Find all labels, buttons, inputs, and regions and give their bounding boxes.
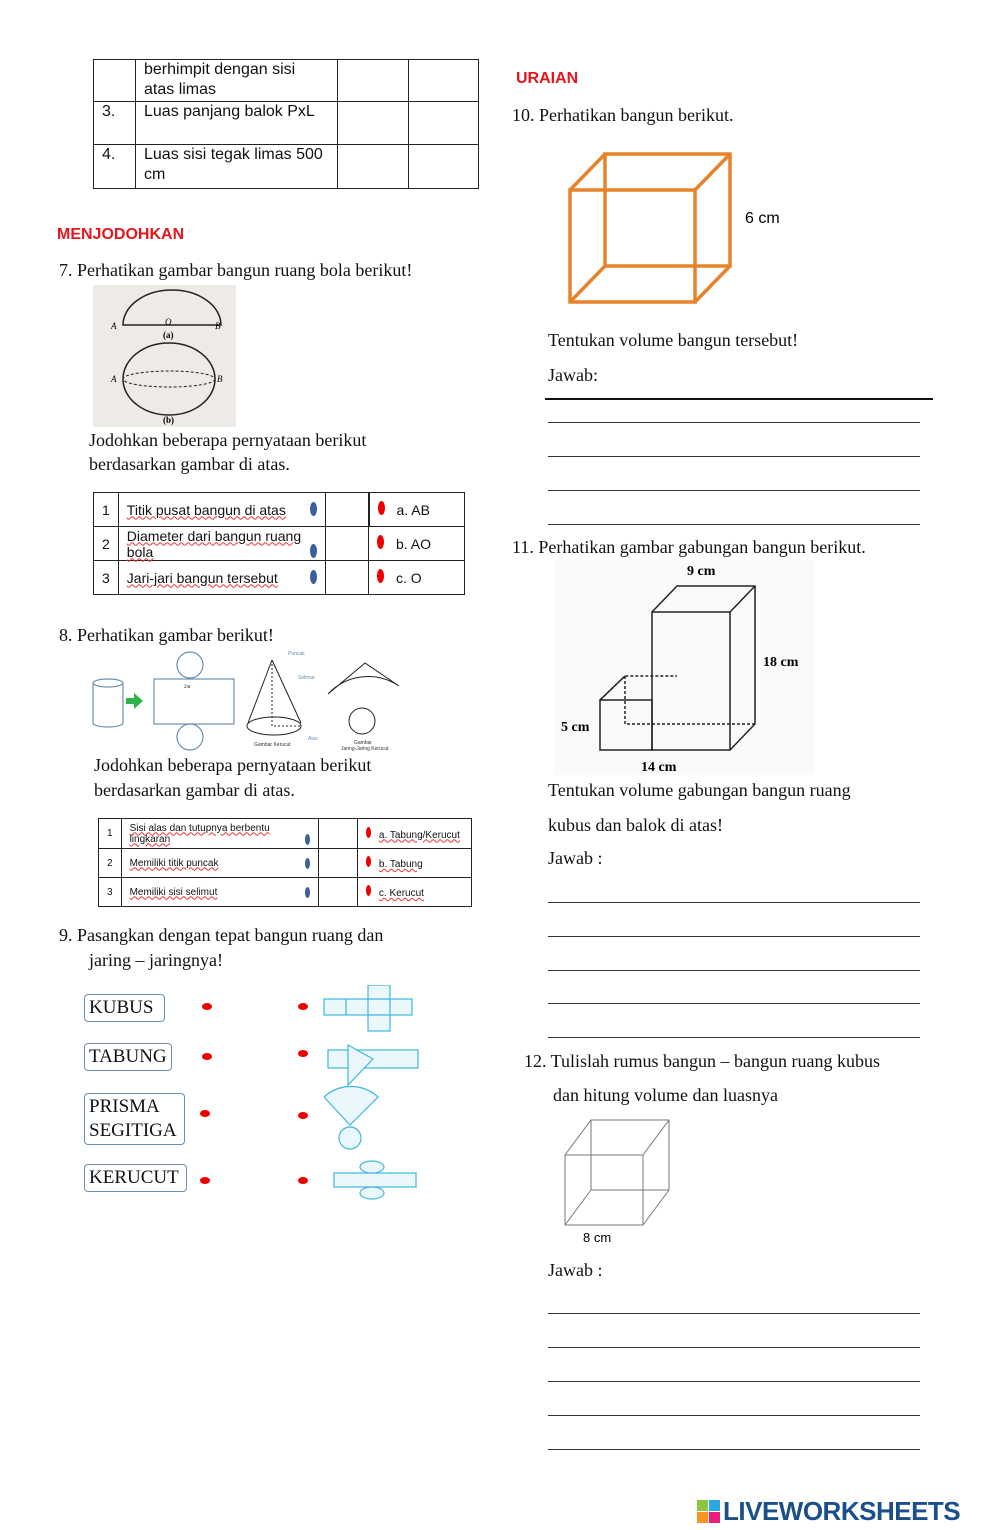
svg-text:18 cm: 18 cm [763,655,799,670]
cell-text: berhimpit dengan sisi atas limas [136,60,338,102]
answer-line[interactable] [548,936,920,937]
svg-text:Gambar: Gambar [354,740,373,746]
cube-8cm-figure [553,1115,678,1250]
cylinder-cone-net-figure [88,648,403,752]
svg-text:5 cm: 5 cm [561,720,590,735]
cell-no: 4. [94,145,136,189]
option-tabung[interactable]: TABUNG [84,1043,172,1071]
table-row: 1 Sisi alas dan tutupnya berbentu lingkaran a. Tabung/Kerucut [99,819,472,849]
q12-text-2: dan hitung volume dan luasnya [553,1085,778,1105]
connector-dot[interactable] [310,502,317,516]
cell-text: Luas sisi tegak limas 500 cm [136,145,338,189]
svg-text:Selimut: Selimut [298,675,315,681]
answer-line[interactable] [548,1347,920,1348]
svg-text:9 cm: 9 cm [687,564,716,579]
connector-dot[interactable] [305,834,310,845]
connector-dot[interactable] [298,1003,308,1010]
q7-instruction-1: Jodohkan beberapa pernyataan berikut [89,430,367,450]
connector-dot[interactable] [202,1003,212,1010]
q7-matching-table [93,492,465,595]
answer-line [545,398,933,400]
table-row: 2 Diameter dari bangun ruang bola b. AO [94,527,465,561]
section-menjodohkan: MENJODOHKAN [57,226,185,243]
q10-answer-label: Jawab: [548,365,598,385]
answer-line[interactable] [548,970,920,971]
q11-task-1: Tentukan volume gabungan bangun ruang [548,780,851,800]
answer-line[interactable] [548,1449,920,1450]
svg-text:Alas: Alas [308,736,318,742]
q10-task: Tentukan volume bangun tersebut! [548,330,799,350]
label-o: O [165,317,172,327]
connector-dot[interactable] [377,569,384,583]
table-row: 3 Memiliki sisi selimut c. Kerucut [99,878,472,907]
dimension-label: 8 cm [583,1230,612,1245]
answer-line[interactable] [548,1003,920,1004]
dimension-label: 6 cm [745,210,780,227]
answer-line[interactable] [548,524,920,525]
answer-line[interactable] [548,422,920,423]
svg-text:2πr: 2πr [184,685,191,690]
caption-b: (b) [163,415,174,425]
option-kubus[interactable]: KUBUS [84,994,165,1022]
q8-instruction-1: Jodohkan beberapa pernyataan berikut [94,755,372,775]
connector-dot[interactable] [200,1177,210,1184]
connector-dot[interactable] [366,827,371,838]
q8-instruction-2: berdasarkan gambar di atas. [94,780,295,800]
caption-a: (a) [163,330,174,340]
svg-text:14 cm: 14 cm [641,760,677,775]
q7-instruction-2: berdasarkan gambar di atas. [89,454,290,474]
table-row: 3 Jari-jari bangun tersebut c. O [94,561,465,595]
answer-line[interactable] [548,1415,920,1416]
nets-figure [318,985,423,1210]
q11-answer-label: Jawab : [548,848,603,868]
q12-answer-label: Jawab : [548,1260,603,1280]
svg-text:B: B [217,374,223,384]
connector-dot[interactable] [298,1112,308,1119]
cube-figure [555,130,795,308]
q12-text-1: 12. Tulislah rumus bangun – bangun ruang kubus [524,1051,881,1071]
section-uraian: URAIAN [516,70,579,87]
option-prisma-segitiga[interactable]: PRISMA SEGITIGA [84,1093,185,1145]
q8-matching-table [98,818,472,907]
connector-dot[interactable] [377,535,384,549]
svg-text:Puncak: Puncak [288,651,305,657]
logo-icon [697,1500,720,1523]
answer-line[interactable] [548,1037,920,1038]
connector-dot[interactable] [305,887,310,898]
sphere-figure [93,285,236,427]
connector-dot[interactable] [310,570,317,584]
q7-text: 7. Perhatikan gambar bangun ruang bola berikut! [59,260,413,280]
connector-dot[interactable] [298,1050,308,1057]
q8-text: 8. Perhatikan gambar berikut! [59,625,274,645]
q9-text-1: 9. Pasangkan dengan tepat bangun ruang dan [59,925,384,945]
answer-line[interactable] [548,1381,920,1382]
connector-dot[interactable] [202,1053,212,1060]
table-row: 1 Titik pusat bangun di atas a. AB [94,493,465,527]
connector-dot[interactable] [305,858,310,869]
cell-no: 3. [94,102,136,145]
svg-text:A: A [111,374,117,384]
liveworksheets-logo: LIVEWORKSHEETS [697,1496,960,1527]
connector-dot[interactable] [366,885,371,896]
cell-text: Luas panjang balok PxL [136,102,338,145]
label-a: A [111,321,117,331]
cell-no [94,60,136,102]
svg-text:Gambar Kerucut: Gambar Kerucut [254,742,291,748]
q10-text: 10. Perhatikan bangun berikut. [512,105,734,125]
answer-line[interactable] [548,456,920,457]
connector-dot[interactable] [366,856,371,867]
answer-line[interactable] [548,902,920,903]
option-kerucut[interactable]: KERUCUT [84,1164,187,1192]
label-b: B [215,321,221,331]
connector-dot[interactable] [310,544,317,558]
q11-task-2: kubus dan balok di atas! [548,815,723,835]
arrow-icon [126,693,143,709]
combined-solid-figure [555,560,815,775]
svg-text:Jaring-Jaring Kerucut: Jaring-Jaring Kerucut [341,746,389,752]
q9-text-2: jaring – jaringnya! [89,950,223,970]
answer-line[interactable] [548,1313,920,1314]
q11-text: 11. Perhatikan gambar gabungan bangun berikut. [512,537,866,557]
answer-line[interactable] [548,490,920,491]
connector-dot[interactable] [298,1177,308,1184]
connector-dot[interactable] [200,1110,210,1117]
table-row: 2 Memiliki titik puncak b. Tabung [99,849,472,878]
top-table [93,59,479,189]
connector-dot[interactable] [378,501,385,515]
